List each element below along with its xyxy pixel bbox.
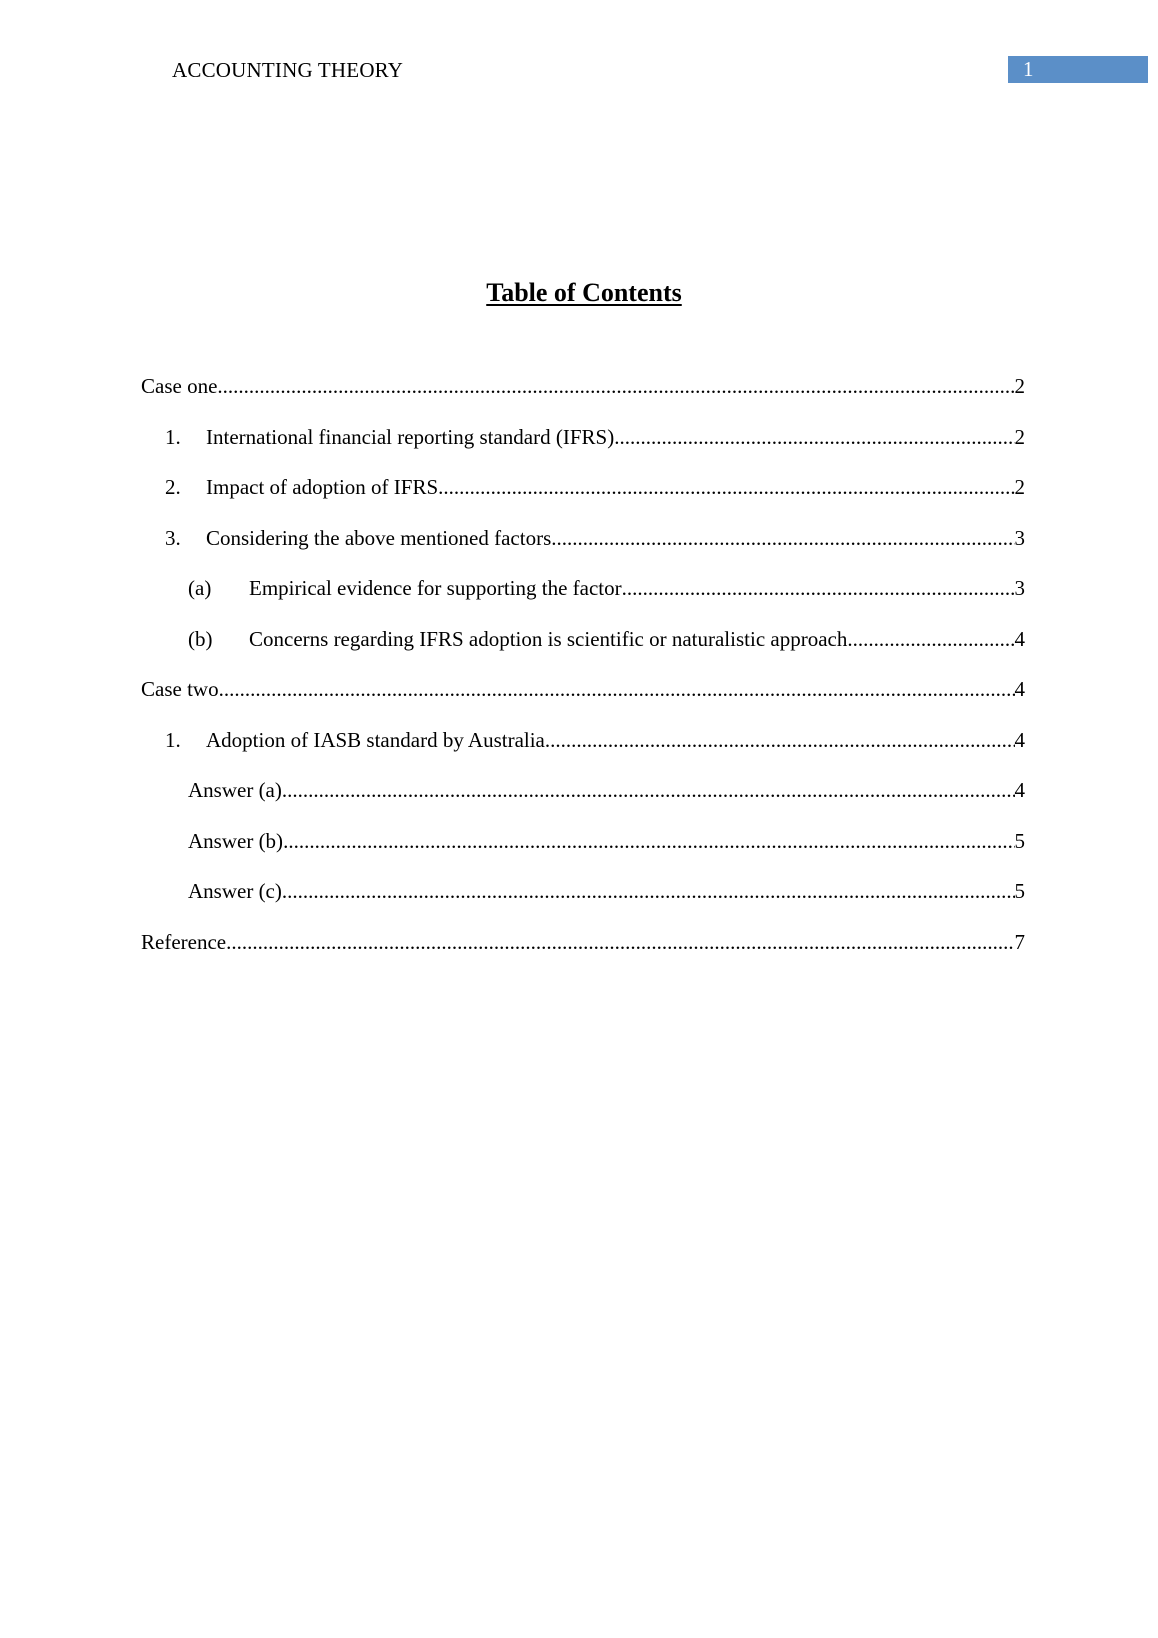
- toc-entry-page: 2: [1014, 374, 1025, 398]
- toc-dot-leader: [551, 524, 1014, 552]
- toc-entry-number: 1.: [165, 727, 181, 752]
- toc-entry-page: 3: [1014, 576, 1025, 600]
- toc-dot-leader: [545, 726, 1015, 754]
- toc-entry-case-one[interactable]: [141, 372, 1025, 423]
- toc-dot-leader: [622, 574, 1015, 602]
- toc-entry-text: Concerns regarding IFRS adoption is scientific or naturalistic approach: [249, 626, 848, 651]
- toc-entry-impact-of-ifrs[interactable]: [141, 473, 1025, 524]
- toc-dot-leader: [283, 827, 1014, 855]
- toc-entry-page: 2: [1014, 424, 1025, 449]
- toc-entry-number: 3.: [165, 525, 181, 550]
- toc-dot-leader: [282, 776, 1015, 804]
- toc-entry-iasb-adoption[interactable]: [141, 726, 1025, 777]
- toc-heading: Table of Contents: [486, 278, 682, 307]
- toc-entry-page: 5: [1014, 828, 1025, 853]
- toc-entry-text: Answer (c): [188, 879, 282, 903]
- toc-entry-answer-a[interactable]: [141, 776, 1025, 827]
- toc-entry-page: 5: [1014, 879, 1025, 903]
- toc-entry-page: 7: [1014, 929, 1025, 954]
- page-number-badge: [1008, 56, 1148, 83]
- toc-entry-text: Answer (a): [188, 778, 282, 802]
- toc-entry-number: (b): [188, 626, 213, 651]
- toc-entry-empirical-evidence[interactable]: [141, 574, 1025, 625]
- table-of-contents: [141, 372, 1025, 978]
- toc-entry-text: International financial reporting standard (IFRS): [206, 424, 615, 449]
- toc-dot-leader: [847, 625, 1014, 653]
- toc-entry-case-two[interactable]: [141, 675, 1025, 726]
- toc-entry-page: 4: [1014, 626, 1025, 651]
- toc-entry-text: Case two: [141, 677, 219, 701]
- toc-entry-page: 2: [1014, 475, 1025, 499]
- toc-dot-leader: [226, 928, 1014, 956]
- toc-entry-text: Reference: [141, 929, 227, 954]
- toc-entry-text: Considering the above mentioned factors: [206, 525, 552, 550]
- page-number: 1: [1023, 57, 1034, 81]
- toc-dot-leader: [438, 473, 1014, 501]
- toc-entry-text: Empirical evidence for supporting the factor: [249, 576, 622, 600]
- toc-dot-leader: [282, 877, 1015, 905]
- toc-dot-leader: [614, 423, 1014, 451]
- toc-entry-page: 4: [1014, 778, 1025, 802]
- toc-entry-ifrs[interactable]: [141, 423, 1025, 474]
- toc-entry-number: 2.: [165, 475, 181, 499]
- toc-entry-text: Adoption of IASB standard by Australia: [206, 727, 545, 752]
- toc-entry-text: Case one: [141, 374, 218, 398]
- toc-entry-answer-c[interactable]: [141, 877, 1025, 928]
- toc-entry-text: Impact of adoption of IFRS: [206, 475, 439, 499]
- toc-entry-number: (a): [188, 576, 212, 600]
- toc-dot-leader: [217, 372, 1014, 400]
- running-header-title: ACCOUNTING THEORY: [172, 58, 404, 82]
- toc-entry-reference[interactable]: [141, 928, 1025, 979]
- toc-entry-number: 1.: [165, 424, 181, 449]
- toc-entry-page: 3: [1014, 525, 1025, 550]
- toc-entry-page: 4: [1014, 727, 1025, 752]
- toc-entry-concerns[interactable]: [141, 625, 1025, 676]
- toc-dot-leader: [219, 675, 1015, 703]
- toc-entry-text: Answer (b): [188, 828, 284, 853]
- toc-entry-above-factors[interactable]: [141, 524, 1025, 575]
- toc-entry-answer-b[interactable]: [141, 827, 1025, 878]
- toc-entry-page: 4: [1014, 677, 1025, 701]
